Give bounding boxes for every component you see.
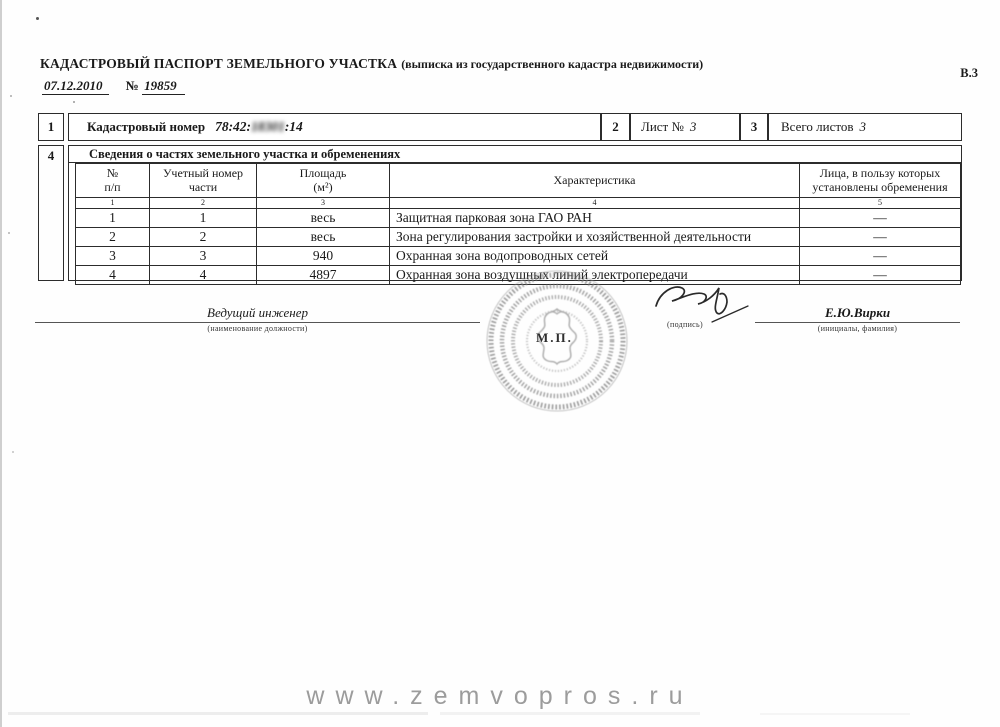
scan-speck bbox=[73, 101, 75, 103]
document-date: 07.12.2010 bbox=[42, 78, 109, 95]
cadastral-suffix: :14 bbox=[284, 119, 303, 134]
cell-persons: — bbox=[800, 209, 961, 228]
cell-persons: — bbox=[800, 228, 961, 247]
stamp-place-label: М.П. bbox=[536, 330, 573, 345]
cell-characteristic: Охранная зона воздушных линий электропередачи bbox=[390, 266, 800, 285]
cadastral-prefix: 78:42: bbox=[215, 119, 252, 134]
position-caption: (наименование должности) bbox=[207, 324, 308, 333]
cell-characteristic: Зона регулирования застройки и хозяйственной деятельности bbox=[390, 228, 800, 247]
cell-characteristic: Защитная парковая зона ГАО РАН bbox=[390, 209, 800, 228]
scan-speck bbox=[10, 95, 12, 97]
name-caption: (инициалы, фамилия) bbox=[817, 324, 898, 333]
row1-index-cell: 1 bbox=[38, 113, 64, 141]
sheet-number-cell bbox=[630, 113, 740, 141]
column-number: 1 bbox=[76, 198, 150, 209]
signer-name: Е.Ю.Вирки bbox=[824, 305, 891, 320]
cell-part-number: 2 bbox=[150, 228, 257, 247]
cell-area: весь bbox=[257, 209, 390, 228]
column-numbers-row bbox=[76, 198, 961, 209]
scan-speck bbox=[36, 17, 39, 20]
cell-area: 940 bbox=[257, 247, 390, 266]
cell-persons: — bbox=[800, 266, 961, 285]
date-number-line bbox=[42, 78, 185, 94]
document-title-sub: (выписка из государственного кадастра недвижимости) bbox=[401, 57, 704, 71]
document-number: 19859 bbox=[142, 78, 185, 95]
cell-part-number: 1 bbox=[150, 209, 257, 228]
row1-cell2-index: 2 bbox=[601, 113, 630, 141]
cadastral-number-value bbox=[215, 119, 303, 135]
table-row bbox=[76, 228, 961, 247]
number-sign: № bbox=[125, 78, 139, 93]
scan-smudge bbox=[760, 713, 910, 715]
column-number: 3 bbox=[257, 198, 390, 209]
cell-area: весь bbox=[257, 228, 390, 247]
cell-npp: 4 bbox=[76, 266, 150, 285]
total-sheets-cell bbox=[768, 113, 962, 141]
scan-speck bbox=[8, 232, 10, 234]
watermark-url: www.zemvopros.ru bbox=[306, 682, 694, 710]
cell-area: 4897 bbox=[257, 266, 390, 285]
signature-caption: (подпись) bbox=[667, 320, 703, 329]
header-characteristic: Характеристика bbox=[390, 164, 800, 198]
position-signature-line bbox=[35, 322, 480, 323]
cadastral-number-cell bbox=[68, 113, 601, 141]
header-npp: № п/п bbox=[76, 164, 150, 198]
sheet-value: 3 bbox=[689, 119, 697, 134]
sheet-label: Лист № bbox=[641, 119, 684, 134]
parts-table-header-row bbox=[76, 164, 961, 198]
column-number: 5 bbox=[800, 198, 961, 209]
scan-smudge bbox=[440, 712, 700, 715]
cadastral-redacted-part: 18301 bbox=[251, 119, 285, 134]
section4-title: Сведения о частях земельного участка и обременениях bbox=[69, 146, 961, 163]
cell-npp: 3 bbox=[76, 247, 150, 266]
column-number: 2 bbox=[150, 198, 257, 209]
scan-edge-artifact bbox=[0, 0, 2, 727]
cell-characteristic: Охранная зона водопроводных сетей bbox=[390, 247, 800, 266]
total-sheets-value: 3 bbox=[859, 119, 866, 134]
header-area: Площадь (м²) bbox=[257, 164, 390, 198]
cell-part-number: 4 bbox=[150, 266, 257, 285]
header-part-number: Учетный номер части bbox=[150, 164, 257, 198]
total-sheets-label: Всего листов bbox=[781, 119, 854, 134]
cadastral-number-label: Кадастровый номер bbox=[87, 119, 206, 134]
row1-cadastral-strip bbox=[38, 113, 962, 141]
cell-persons: — bbox=[800, 247, 961, 266]
table-row bbox=[76, 209, 961, 228]
cell-npp: 1 bbox=[76, 209, 150, 228]
position-title: Ведущий инженер bbox=[207, 305, 308, 320]
cell-part-number: 3 bbox=[150, 247, 257, 266]
cell-npp: 2 bbox=[76, 228, 150, 247]
document-title-main: КАДАСТРОВЫЙ ПАСПОРТ ЗЕМЕЛЬНОГО УЧАСТКА bbox=[40, 56, 398, 71]
column-number: 4 bbox=[390, 198, 800, 209]
name-signature-line bbox=[755, 322, 960, 323]
scan-smudge bbox=[8, 712, 428, 715]
form-code: В.3 bbox=[960, 66, 978, 80]
section4-index-cell: 4 bbox=[38, 145, 64, 281]
header-persons: Лица, в пользу которых установлены обременения bbox=[800, 164, 961, 198]
document-title bbox=[40, 55, 940, 73]
row1-cell3-index: 3 bbox=[740, 113, 768, 141]
scan-speck bbox=[12, 451, 14, 453]
